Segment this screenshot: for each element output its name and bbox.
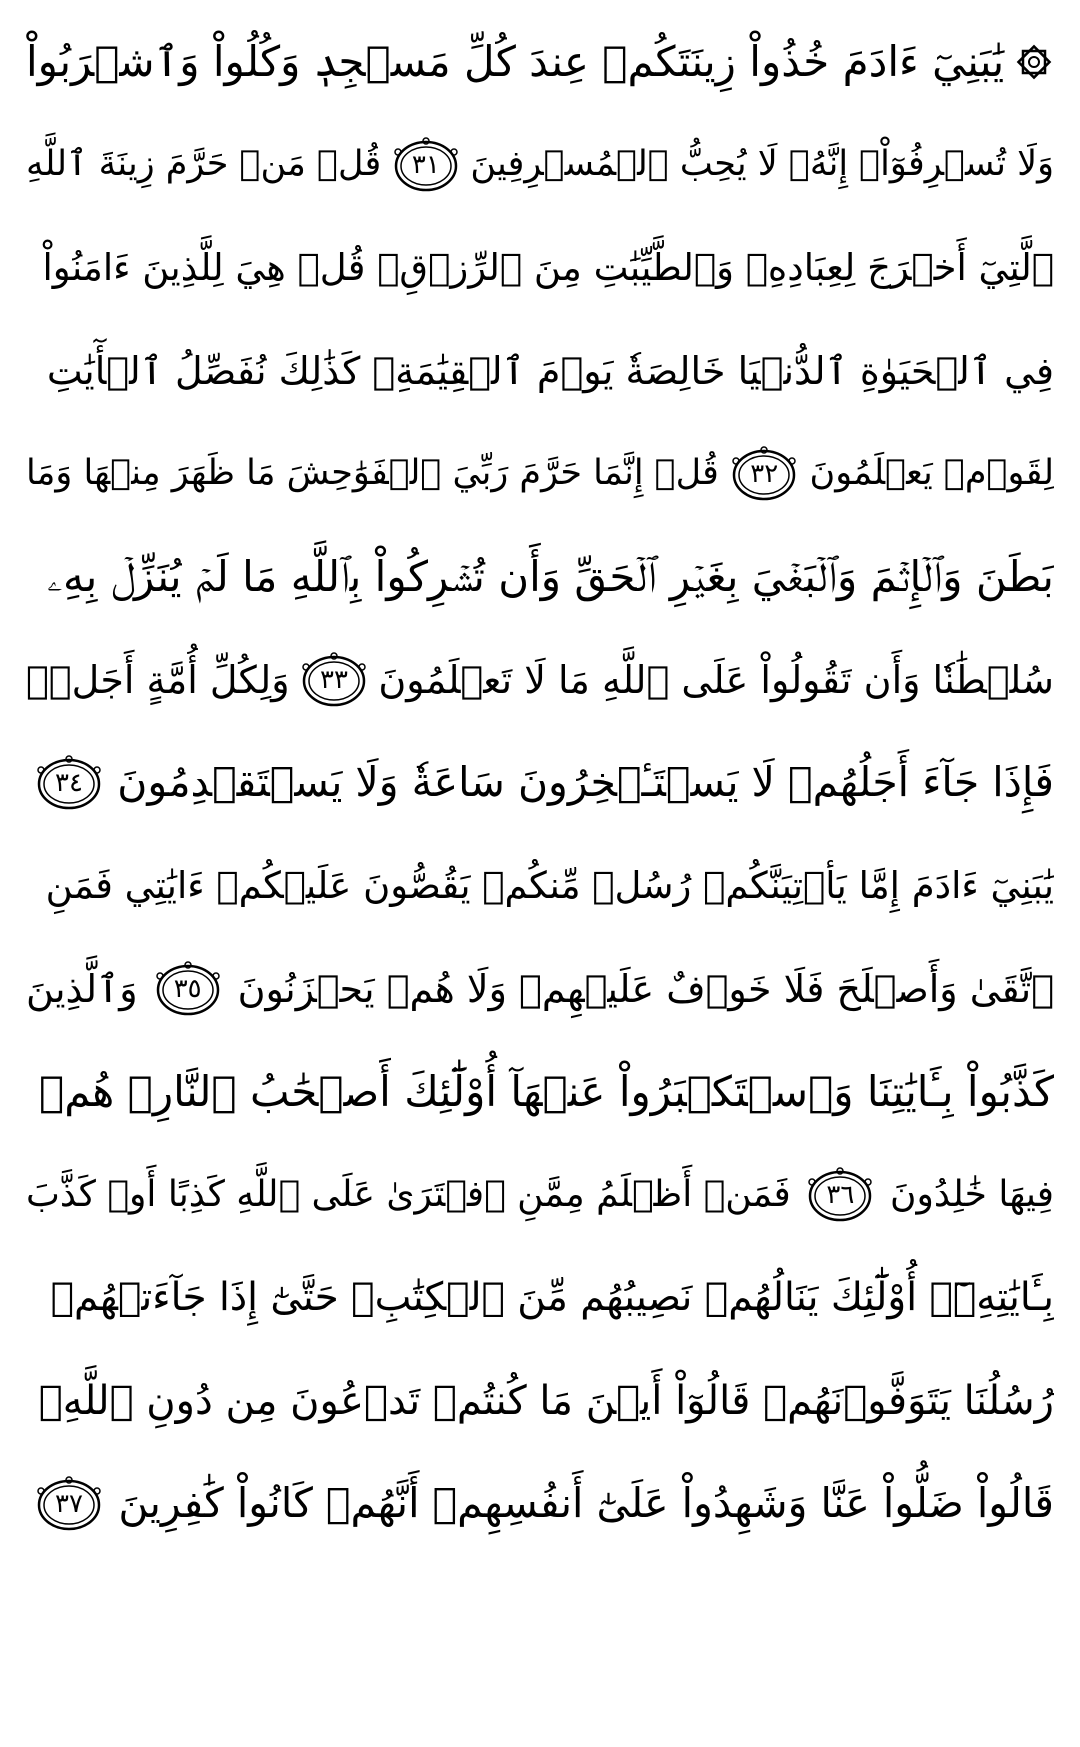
verse-line (26, 1040, 1054, 1143)
rub-el-hizb-icon (1014, 42, 1054, 82)
verse-text: قُلۡ إِنَّمَا حَرَّمَ رَبِّيَ ٱلۡفَوَٰحِشَ مَا ظَهَرَ مِنۡهَا وَمَا (26, 453, 719, 493)
verse-line (26, 525, 1054, 628)
verse-line (26, 834, 1054, 937)
ayah-number-marker (803, 1166, 877, 1224)
verse-line (26, 216, 1054, 319)
verse-text: بِـَٔايَٰتِهِۦٓۚ أُوْلَٰٓئِكَ يَنَالُهُمۡ نَصِيبُهُم مِّنَ ٱلۡكِتَٰبِۖ حَتَّىٰٓ إِذَا جَآءَتۡهُمۡ (50, 1275, 1054, 1320)
verse-text: رُسُلُنَا يَتَوَفَّوۡنَهُمۡ قَالُوٓاْ أَيۡنَ مَا كُنتُمۡ تَدۡعُونَ مِن دُونِ ٱللَّهِۖ (38, 1377, 1054, 1424)
ayah-number: ٣٢ (750, 458, 779, 489)
verse-text: فِي ٱلۡحَيَوٰةِ ٱلدُّنۡيَا خَالِصَةٗ يَوۡمَ ٱلۡقِيَٰمَةِۗ كَذَٰلِكَ نُفَصِّلُ ٱلۡأٓيَٰتِ (46, 348, 1054, 393)
verse-text: قَالُواْ ضَلُّواْ عَنَّا وَشَهِدُواْ عَلَىٰٓ أَنفُسِهِمۡ أَنَّهُمۡ كَانُواْ كَٰفِرِينَ (118, 1479, 1054, 1527)
verse-text: وَلِكُلِّ أُمَّةٍ أَجَلٞۖ (26, 657, 290, 702)
verse-line (26, 319, 1054, 422)
verse-line (26, 628, 1054, 731)
verse-lines (26, 10, 1054, 1555)
verse-text: يَٰبَنِيٓ ءَادَمَ خُذُواْ زِينَتَكُمۡ عِندَ كُلِّ مَسۡجِدٖ وَكُلُواْ وَٱشۡرَبُواْ (26, 36, 1005, 86)
verse-line (26, 1143, 1054, 1246)
verse-text: بَطَنَ وَٱلۡإِثۡمَ وَٱلۡبَغۡيَ بِغَيۡرِ ٱلۡحَقِّ وَأَن تُشۡرِكُواْ بِٱللَّهِ مَا لَمۡ يُنَزِّلۡ بِهِۦ (47, 551, 1054, 601)
verse-text: كَذَّبُواْ بِـَٔايَٰتِنَا وَٱسۡتَكۡبَرُواْ عَنۡهَآ أُوْلَٰٓئِكَ أَصۡحَٰبُ ٱلنَّارِۖ هُمۡ (39, 1066, 1054, 1116)
ayah-number: ٣٥ (173, 973, 202, 1004)
verse-text: فِيهَا خَٰلِدُونَ (890, 1173, 1054, 1215)
ayah-number-marker (151, 960, 225, 1018)
ayah-number: ٣١ (411, 149, 440, 180)
ayah-number: ٣٧ (55, 1488, 83, 1519)
ayah-number-marker (727, 445, 801, 503)
verse-text: وَلَا تُسۡرِفُوٓاْۚ إِنَّهُۥ لَا يُحِبُّ ٱلۡمُسۡرِفِينَ (470, 144, 1054, 184)
ayah-number: ٣٦ (826, 1179, 855, 1210)
ayah-number: ٣٤ (55, 767, 83, 798)
verse-text: ٱلَّتِيٓ أَخۡرَجَ لِعِبَادِهِۦ وَٱلطَّيِّبَٰتِ مِنَ ٱلرِّزۡقِۚ قُلۡ هِيَ لِلَّذِينَ ءَامَنُواْ (42, 246, 1054, 289)
verse-text: فَمَنۡ أَظۡلَمُ مِمَّنِ ٱفۡتَرَىٰ عَلَى ٱللَّهِ كَذِبًا أَوۡ كَذَّبَ (26, 1173, 791, 1215)
verse-line (26, 731, 1054, 834)
ayah-number-marker (32, 1475, 106, 1533)
ayah-number: ٣٣ (319, 664, 348, 695)
verse-text: لِقَوۡمٖ يَعۡلَمُونَ (809, 453, 1054, 493)
ayah-number-marker (389, 136, 463, 194)
verse-text: سُلۡطَٰنٗا وَأَن تَقُولُواْ عَلَى ٱللَّهِ مَا لَا تَعۡلَمُونَ (378, 657, 1054, 702)
verse-line (26, 1349, 1054, 1452)
ayah-number-marker (32, 754, 106, 812)
verse-text: قُلۡ مَنۡ حَرَّمَ زِينَةَ ٱللَّهِ (26, 144, 382, 184)
verse-line (26, 1246, 1054, 1349)
verse-text: يَٰبَنِيٓ ءَادَمَ إِمَّا يَأۡتِيَنَّكُمۡ رُسُلٞ مِّنكُمۡ يَقُصُّونَ عَلَيۡكُمۡ ءَايَٰتِي فَمَنِ (45, 864, 1054, 907)
verse-text: وَٱلَّذِينَ (26, 966, 138, 1011)
verse-line (26, 10, 1054, 113)
verse-line (26, 113, 1054, 216)
verse-text: فَإِذَا جَآءَ أَجَلُهُمۡ لَا يَسۡتَـٔۡخِرُونَ سَاعَةٗ وَلَا يَسۡتَقۡدِمُونَ (117, 758, 1054, 806)
ayah-number-marker (297, 651, 371, 709)
verse-line (26, 937, 1054, 1040)
verse-line (26, 422, 1054, 525)
verse-line (26, 1452, 1054, 1555)
verse-text: ٱتَّقَىٰ وَأَصۡلَحَ فَلَا خَوۡفٌ عَلَيۡهِمۡ وَلَا هُمۡ يَحۡزَنُونَ (237, 966, 1054, 1011)
